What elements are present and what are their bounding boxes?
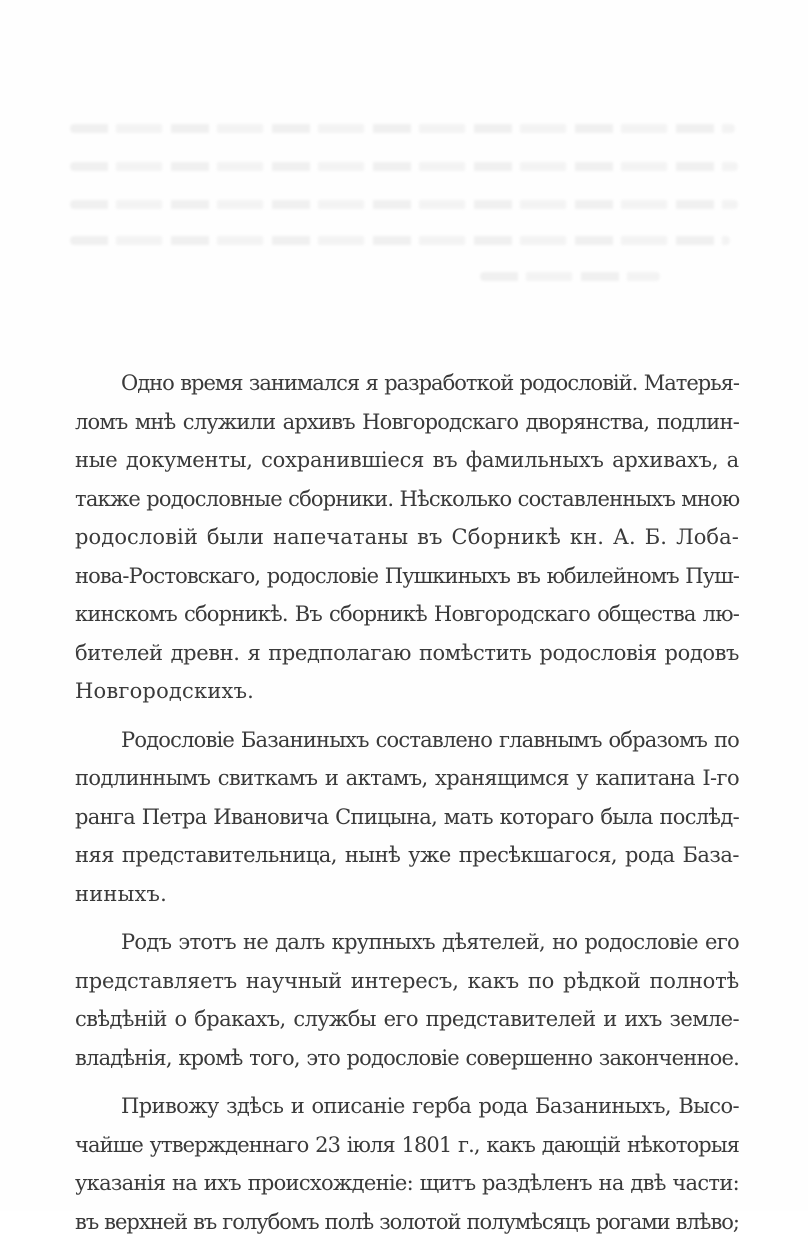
text-line: Одно время занимался я разработкой родословій. Матерья- xyxy=(75,364,739,403)
paragraph-1 xyxy=(75,364,739,711)
text-line: въ верхней въ голубомъ полѣ золотой полумѣсяцъ рогами влѣво; xyxy=(75,1203,739,1241)
text-line: ные документы, сохранившіеся въ фамильныхъ архивахъ, а xyxy=(75,441,739,480)
text-line: ранга Петра Ивановича Спицына, мать котораго была послѣд- xyxy=(75,798,739,837)
paragraph-2 xyxy=(75,721,739,914)
text-line: представляетъ научный интересъ, какъ по рѣдкой полнотѣ xyxy=(75,962,739,1001)
text-line: указанія на ихъ происхожденіе: щитъ раздѣленъ на двѣ части: xyxy=(75,1164,739,1203)
text-line: также родословные сборники. Нѣсколько составленныхъ мною xyxy=(75,480,739,519)
text-line: ломъ мнѣ служили архивъ Новгородскаго дворянства, подлин- xyxy=(75,403,739,442)
text-line: кинскомъ сборникѣ. Въ сборникѣ Новгородскаго общества лю- xyxy=(75,595,739,634)
text-line: свѣдѣній о бракахъ, службы его представителей и ихъ земле- xyxy=(75,1000,739,1039)
text-line: нова-Ростовскаго, родословіе Пушкиныхъ въ юбилейномъ Пуш- xyxy=(75,557,739,596)
paragraph-4 xyxy=(75,1087,739,1241)
text-line: владѣнія, кромѣ того, это родословіе совершенно законченное. xyxy=(75,1039,739,1078)
text-line: Новгородскихъ. xyxy=(75,672,739,711)
text-line: подлиннымъ свиткамъ и актамъ, хранящимся у капитана I-го xyxy=(75,759,739,798)
text-line: родословій были напечатаны въ Сборникѣ кн. А. Б. Лоба- xyxy=(75,518,739,557)
text-line: ниныхъ. xyxy=(75,875,739,914)
text-line: няя представительница, нынѣ уже пресѣкшагося, рода База- xyxy=(75,836,739,875)
bleed-through-text xyxy=(70,112,740,282)
text-line: Родъ этотъ не далъ крупныхъ дѣятелей, но родословіе его xyxy=(75,923,739,962)
text-line: Привожу здѣсь и описаніе герба рода Базаниныхъ, Высо- xyxy=(75,1087,739,1126)
text-line: бителей древн. я предполагаю помѣстить родословія родовъ xyxy=(75,634,739,673)
text-line: чайше утвержденнаго 23 іюля 1801 г., какъ дающій нѣкоторыя xyxy=(75,1126,739,1165)
text-line: Родословіе Базаниныхъ составлено главнымъ образомъ по xyxy=(75,721,739,760)
paragraph-3 xyxy=(75,923,739,1077)
body-text xyxy=(75,364,739,1241)
